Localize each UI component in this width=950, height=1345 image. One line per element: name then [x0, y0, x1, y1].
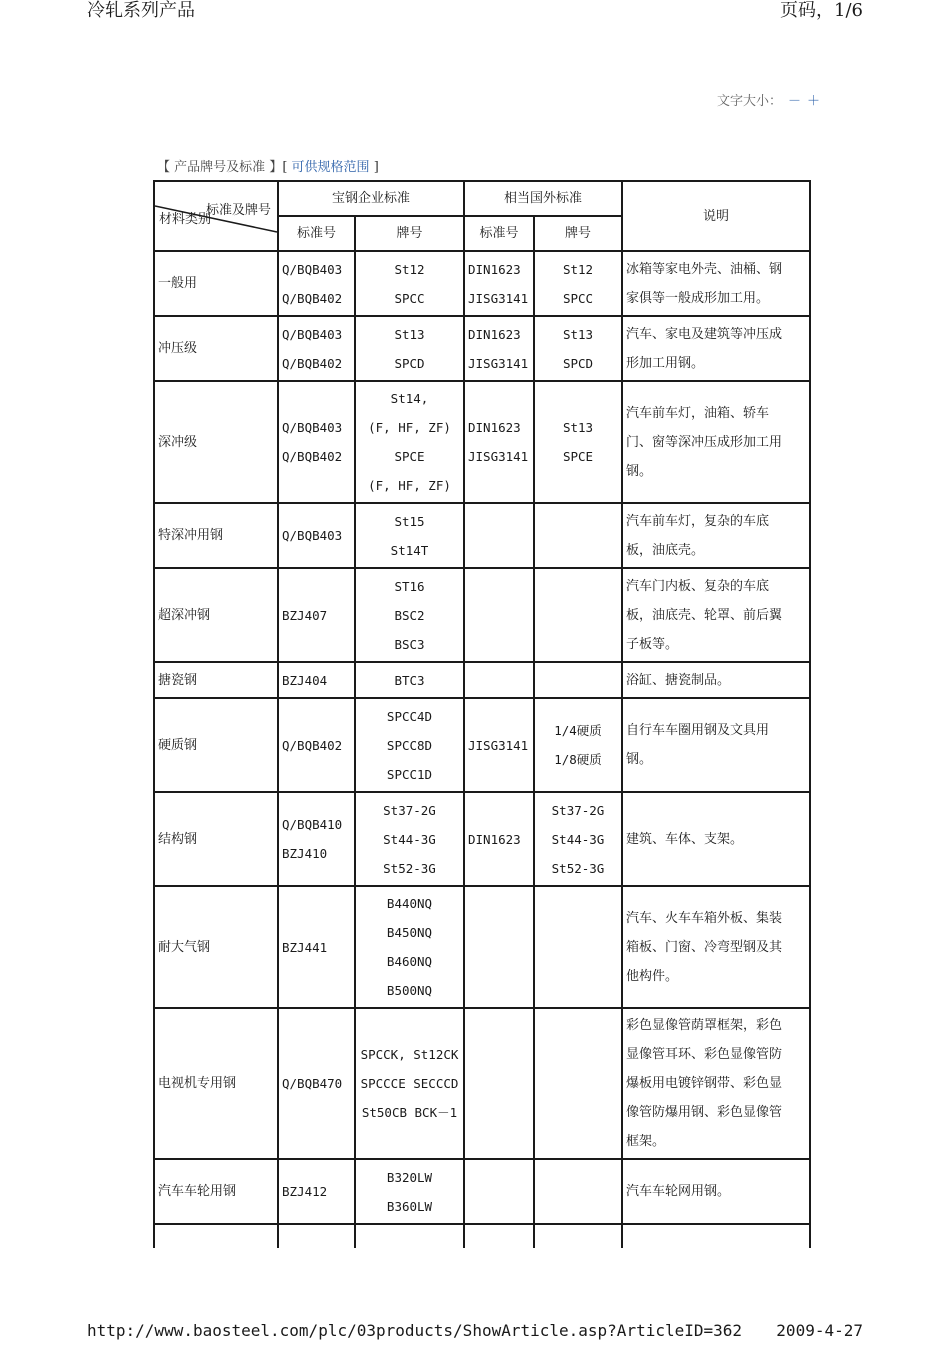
note-cell: [622, 1008, 810, 1159]
grade-cell: [355, 886, 464, 1008]
category-cell: 电视机专用钢: [154, 1008, 278, 1159]
note-cell-line: 冰箱等家电外壳、油桶、钢: [626, 261, 783, 277]
foreign-grade-cell: [534, 503, 622, 568]
standard-cell-line: Q/BQB403: [282, 326, 343, 342]
foreign-standard-cell: [464, 792, 534, 886]
grades-table: [153, 180, 811, 1248]
standard-cell-line: BZJ412: [282, 1184, 328, 1199]
note-cell-line: 自行车车圈用钢及文具用: [626, 723, 770, 738]
grade-cell: [355, 1159, 464, 1224]
grade-cell-line: SPCCCE SECCCD: [360, 1076, 459, 1091]
standard-cell: [278, 316, 355, 381]
grade-cell: [355, 251, 464, 316]
note-cell: [622, 316, 810, 381]
note-cell: [622, 503, 810, 568]
foreign-grade-cell: [534, 1159, 622, 1224]
note-cell: [622, 568, 810, 662]
foreign-standard-cell: [464, 886, 534, 1008]
foreign-standard-cell: [464, 381, 534, 503]
note-cell-line: 彩色显像管荫罩框架，彩色: [626, 1018, 783, 1033]
page-title: 冷轧系列产品: [87, 0, 195, 21]
foreign-grade-cell: [534, 1008, 622, 1159]
category-cell: 冲压级: [154, 316, 278, 381]
standard-cell: [278, 698, 355, 792]
column-header-grade: 牌号: [355, 216, 464, 251]
note-cell-line: 汽车、家电及建筑等冲压成: [626, 326, 783, 342]
grade-cell-line: (F, HF, ZF): [368, 420, 451, 435]
table-row: [154, 1159, 810, 1224]
continued-cell: [278, 1224, 355, 1248]
note-cell: [622, 251, 810, 316]
table-corner-header: [154, 181, 278, 251]
note-cell-line: 形加工用钢。: [626, 355, 705, 371]
category-cell: 硬质钢: [154, 698, 278, 792]
foreign-standard-cell-line: DIN1623: [468, 261, 521, 277]
note-cell-line: 汽车前车灯，油箱、轿车: [626, 405, 770, 421]
note-cell-line: 汽车车轮网用钢。: [626, 1184, 731, 1199]
note-cell-line: 钢。: [626, 752, 653, 767]
grade-cell: [355, 503, 464, 568]
foreign-grade-cell-line: St52-3G: [551, 860, 605, 876]
text-size-increase-button[interactable]: ＋: [806, 94, 820, 109]
standard-cell-line: Q/BQB402: [282, 737, 343, 753]
print-date: 2009-4-27: [776, 1321, 863, 1340]
table-row: [154, 662, 810, 698]
table-row: [154, 568, 810, 662]
tab-bar: [157, 156, 379, 175]
foreign-standard-cell: [464, 251, 534, 316]
note-cell-line: 家俱等一般成形加工用。: [626, 290, 770, 306]
grade-cell-line: B320LW: [386, 1169, 433, 1185]
text-size-control: [717, 90, 820, 109]
note-cell-line: 建筑、车体、支架。: [626, 831, 744, 847]
foreign-standard-cell: [464, 1159, 534, 1224]
standard-cell-line: BZJ407: [282, 607, 328, 623]
grade-cell: [355, 381, 464, 503]
foreign-standard-cell: [464, 1008, 534, 1159]
table-row: [154, 251, 810, 316]
grade-cell-line: B460NQ: [386, 954, 433, 969]
standard-cell: [278, 251, 355, 316]
grade-cell-line: BTC3: [394, 672, 425, 688]
column-header-standard: 标准号: [278, 216, 355, 251]
foreign-standard-cell-line: JISG3141: [468, 449, 529, 464]
note-cell: [622, 792, 810, 886]
grade-cell-line: SPCC4D: [386, 708, 433, 724]
note-cell: [622, 662, 810, 698]
note-cell-line: 钢。: [626, 463, 653, 479]
grade-cell-line: B360LW: [386, 1198, 433, 1214]
foreign-standard-cell-line: JISG3141: [468, 355, 529, 371]
note-cell: [622, 381, 810, 503]
text-size-label: 文字大小：: [716, 94, 782, 109]
foreign-grade-cell: [534, 792, 622, 886]
category-cell: 结构钢: [154, 792, 278, 886]
standard-cell-line: Q/BQB403: [282, 528, 343, 543]
foreign-standard-cell-line: DIN1623: [468, 831, 521, 847]
grade-cell-line: B450NQ: [386, 925, 433, 940]
grade-cell: [355, 662, 464, 698]
note-cell-line: 板，油底壳、轮罩、前后翼: [626, 607, 783, 623]
standard-cell: [278, 886, 355, 1008]
standard-cell-line: Q/BQB410: [282, 817, 343, 832]
link-bracket-close: ]: [373, 160, 379, 175]
grade-cell-line: St12: [394, 261, 425, 277]
category-cell: 特深冲用钢: [154, 503, 278, 568]
note-cell-line: 子板等。: [626, 636, 679, 652]
foreign-grade-cell-line: 1/4硬质: [554, 723, 602, 738]
table-row: [154, 316, 810, 381]
note-cell-line: 浴缸、搪瓷制品。: [626, 672, 731, 688]
grade-cell-line: St52-3G: [383, 860, 436, 876]
category-cell: 深冲级: [154, 381, 278, 503]
grade-cell-line: BSC2: [394, 607, 425, 623]
grade-cell-line: St44-3G: [383, 831, 436, 847]
grade-cell-line: St13: [394, 326, 425, 342]
standard-cell: [278, 792, 355, 886]
foreign-standard-cell: [464, 698, 534, 792]
foreign-grade-cell: [534, 381, 622, 503]
corner-header-top: 标准及牌号: [205, 203, 271, 218]
note-cell: [622, 886, 810, 1008]
continued-cell: [464, 1224, 534, 1248]
grade-cell-line: B440NQ: [386, 896, 433, 911]
column-header-note: 说明: [622, 181, 810, 251]
foreign-grade-cell-line: St13: [562, 326, 594, 342]
standard-cell-line: Q/BQB403: [282, 420, 343, 435]
foreign-grade-cell-line: St37-2G: [551, 802, 605, 818]
note-cell-line: 框架。: [626, 1134, 666, 1149]
note-cell: [622, 698, 810, 792]
grade-cell-line: SPCCK, St12CK: [360, 1047, 459, 1062]
column-header-foreign-grade: 牌号: [534, 216, 622, 251]
foreign-grade-cell: [534, 698, 622, 792]
foreign-grade-cell: [534, 251, 622, 316]
standard-cell: [278, 1008, 355, 1159]
tab-spec-range-link[interactable]: 可供规格范围: [291, 160, 370, 175]
foreign-grade-cell: [534, 662, 622, 698]
note-cell-line: 门、窗等深冲压成形加工用: [626, 434, 783, 450]
grade-cell: [355, 316, 464, 381]
note-cell-line: 爆板用电镀锌钢带、彩色显: [626, 1076, 783, 1091]
note-cell: [622, 1159, 810, 1224]
standard-cell-line: Q/BQB402: [282, 290, 343, 306]
group-header-foreign: 相当国外标准: [464, 181, 622, 216]
foreign-standard-cell: [464, 503, 534, 568]
foreign-grade-cell-line: SPCD: [562, 355, 594, 371]
table-row-continued: [154, 1224, 810, 1248]
foreign-grade-cell-line: SPCC: [562, 290, 594, 306]
table-row: [154, 698, 810, 792]
grade-cell-line: B500NQ: [386, 983, 433, 998]
table-row: [154, 1008, 810, 1159]
grade-cell-line: SPCE: [394, 449, 425, 464]
foreign-standard-cell-line: JISG3141: [468, 290, 529, 306]
foreign-standard-cell: [464, 316, 534, 381]
standard-cell: [278, 662, 355, 698]
note-cell-line: 板，油底壳。: [626, 542, 705, 558]
grade-cell: [355, 698, 464, 792]
tab-grades-standards: 产品牌号及标准: [174, 160, 266, 175]
foreign-grade-cell-line: St44-3G: [551, 831, 605, 847]
continued-cell: [534, 1224, 622, 1248]
grade-cell-line: SPCD: [394, 355, 425, 371]
source-url: http://www.baosteel.com/plc/03products/ShowArticle.asp?ArticleID=362: [87, 1321, 743, 1340]
note-cell-line: 他构件。: [626, 968, 679, 984]
category-cell: 汽车车轮用钢: [154, 1159, 278, 1224]
grade-cell-line: St37-2G: [383, 802, 436, 818]
foreign-grade-cell: [534, 316, 622, 381]
continued-cell: [355, 1224, 464, 1248]
standard-cell-line: Q/BQB470: [282, 1076, 343, 1091]
note-cell-line: 箱板、门窗、冷弯型钢及其: [626, 939, 783, 955]
tab-bracket-close: 】: [269, 160, 283, 175]
link-bracket-open: [: [282, 160, 288, 175]
table-row: [154, 792, 810, 886]
category-cell: 耐大气钢: [154, 886, 278, 1008]
continued-cell: [622, 1224, 810, 1248]
grade-cell-line: BSC3: [394, 636, 425, 652]
foreign-grade-cell-line: St13: [562, 420, 594, 435]
foreign-standard-cell-line: DIN1623: [468, 326, 521, 342]
note-cell-line: 汽车前车灯，复杂的车底: [626, 513, 770, 529]
grade-cell-line: SPCC: [394, 290, 425, 306]
foreign-standard-cell-line: JISG3141: [468, 737, 529, 753]
note-cell-line: 汽车门内板、复杂的车底: [626, 578, 770, 594]
standard-cell-line: Q/BQB402: [282, 449, 343, 464]
standard-cell: [278, 503, 355, 568]
foreign-grade-cell-line: St12: [562, 261, 594, 277]
grade-cell-line: SPCC8D: [386, 737, 433, 753]
note-cell-line: 显像管耳环、彩色显像管防: [626, 1047, 783, 1062]
foreign-standard-cell: [464, 662, 534, 698]
foreign-grade-cell-line: SPCE: [562, 449, 594, 464]
standard-cell-line: Q/BQB402: [282, 355, 343, 371]
foreign-grade-cell: [534, 886, 622, 1008]
standard-cell: [278, 381, 355, 503]
grade-cell-line: St14T: [390, 542, 429, 558]
standard-cell-line: BZJ441: [282, 939, 328, 955]
grade-cell-line: ST16: [394, 578, 425, 594]
category-cell: 一般用: [154, 251, 278, 316]
standard-cell: [278, 568, 355, 662]
corner-header-bottom: 材料类别: [159, 212, 212, 227]
table-row: [154, 503, 810, 568]
column-header-foreign-standard: 标准号: [464, 216, 534, 251]
foreign-grade-cell-line: 1/8硬质: [554, 752, 602, 767]
table-row: [154, 381, 810, 503]
grade-cell: [355, 568, 464, 662]
grade-cell: [355, 1008, 464, 1159]
standard-cell: [278, 1159, 355, 1224]
note-cell-line: 像管防爆用钢、彩色显像管: [626, 1105, 783, 1120]
grade-cell-line: St14,: [390, 391, 429, 406]
grade-cell-line: St50CB BCK－1: [361, 1105, 458, 1120]
tab-bracket-open: 【: [157, 160, 171, 175]
category-cell: 搪瓷钢: [154, 662, 278, 698]
foreign-standard-cell-line: DIN1623: [468, 420, 521, 435]
foreign-grade-cell: [534, 568, 622, 662]
category-cell: 超深冲钢: [154, 568, 278, 662]
page-number: 页码，1/6: [780, 0, 863, 21]
grade-cell-line: St15: [394, 513, 425, 529]
standard-cell-line: Q/BQB403: [282, 261, 343, 277]
continued-cell: [154, 1224, 278, 1248]
grade-cell: [355, 792, 464, 886]
foreign-standard-cell: [464, 568, 534, 662]
table-row: [154, 886, 810, 1008]
group-header-baosteel: 宝钢企业标准: [278, 181, 464, 216]
standard-cell-line: BZJ404: [282, 672, 328, 688]
text-size-decrease-button[interactable]: －: [787, 94, 801, 109]
grade-cell-line: SPCC1D: [386, 766, 433, 782]
note-cell-line: 汽车、火车车箱外板、集装: [626, 910, 783, 926]
grade-cell-line: (F, HF, ZF): [368, 478, 451, 493]
standard-cell-line: BZJ410: [282, 846, 328, 861]
